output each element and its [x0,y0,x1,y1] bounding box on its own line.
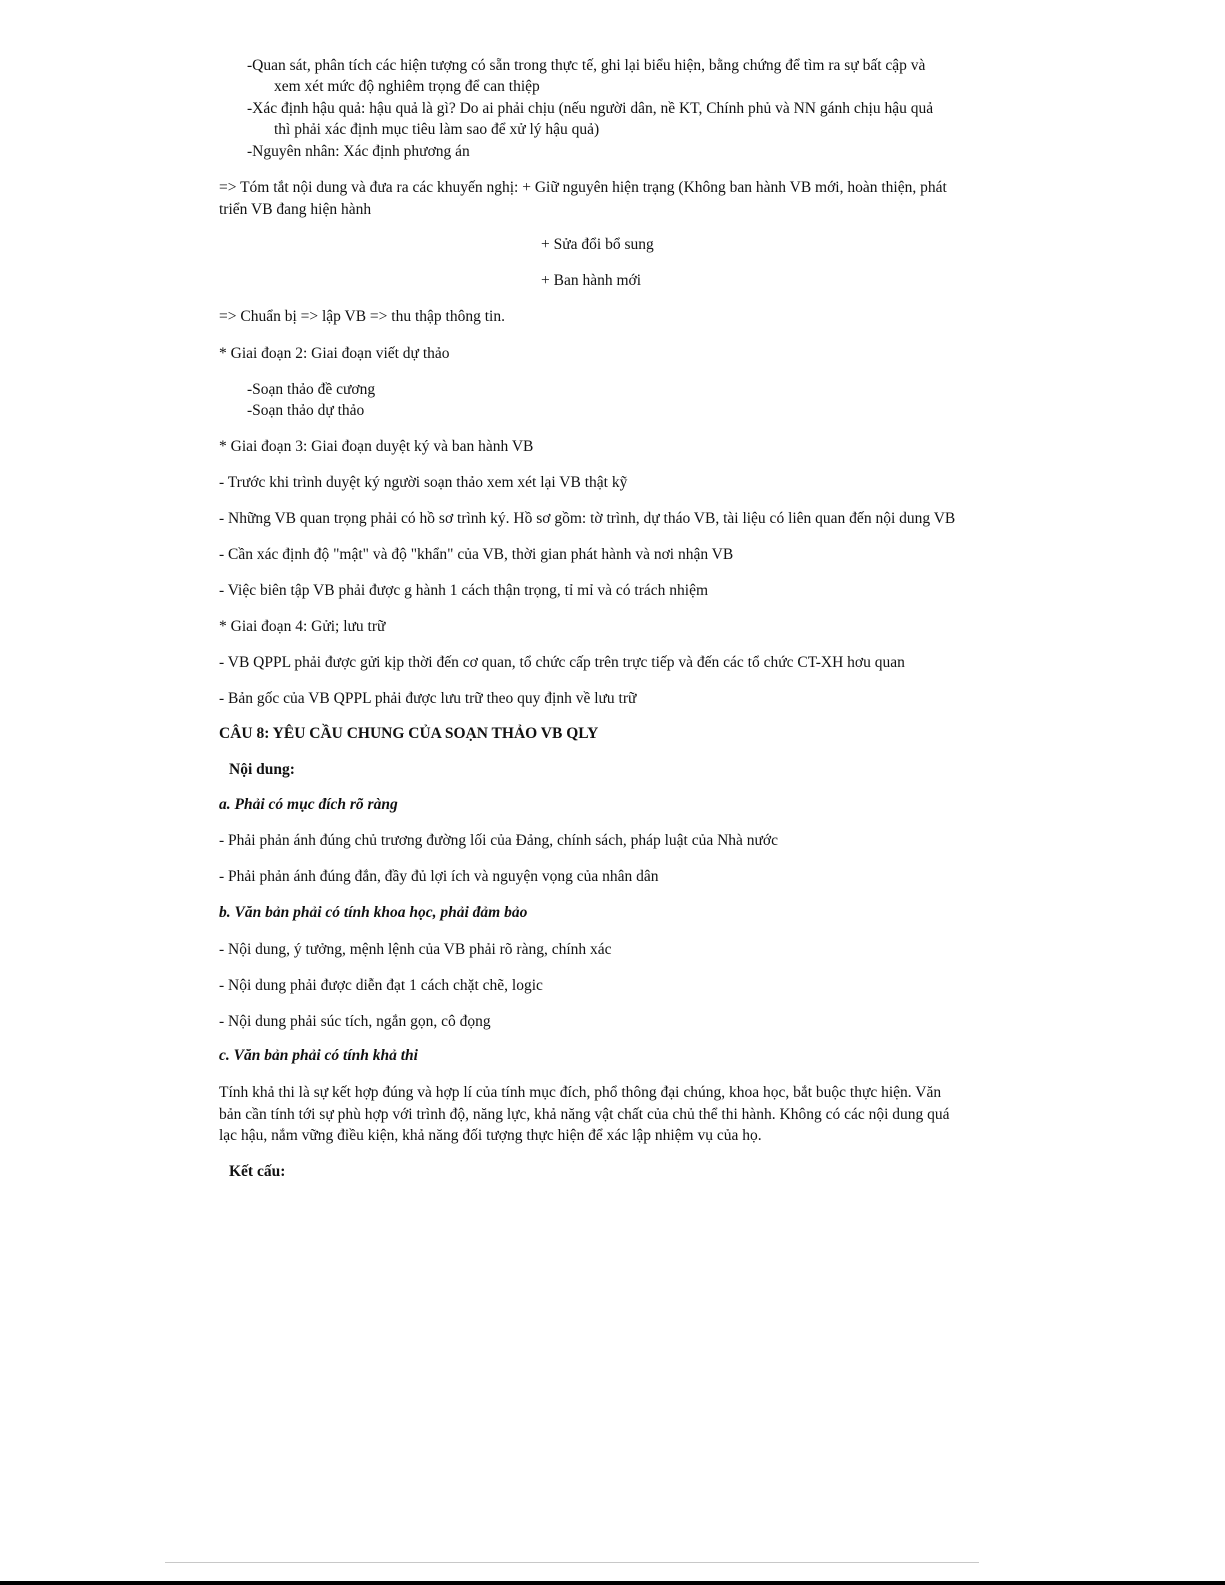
text-line: -Xác định hậu quả: hậu quả là gì? Do ai phải chịu (nếu người dân, nề KT, Chính phủ và NN gánh chịu hậu quả [247,100,934,117]
text-line: - Trước khi trình duyệt ký người soạn thảo xem xét lại VB thật kỹ [219,474,628,491]
section-heading: CÂU 8: YÊU CẦU CHUNG CỦA SOẠN THẢO VB QLY [219,725,599,742]
text-line: -Soạn thảo dự thảo [247,402,365,419]
text-line: * Giai đoạn 2: Giai đoạn viết dự thảo [219,345,450,362]
sub-heading: c. Văn bản phải có tính khả thi [219,1047,418,1064]
text-line: -Nguyên nhân: Xác định phương án [247,143,470,160]
page-bottom-border [0,1581,1225,1585]
text-line: lạc hậu, nắm vững điều kiện, khả năng đối tượng thực hiện để xác lập nhiệm vụ của họ. [219,1127,762,1144]
text-line: thì phải xác định mục tiêu làm sao để xử lý hậu quả) [274,121,600,138]
text-line: -Quan sát, phân tích các hiện tượng có sẵn trong thực tế, ghi lại biểu hiện, bằng chứng để tìm ra sự bất cập và [247,57,926,74]
text-line: - Nội dung, ý tưởng, mệnh lệnh của VB phải rõ ràng, chính xác [219,941,612,958]
text-line: - Nội dung phải súc tích, ngắn gọn, cô đọng [219,1013,491,1030]
text-line: - Bản gốc của VB QPPL phải được lưu trữ theo quy định về lưu trữ [219,690,637,707]
text-line: xem xét mức độ nghiêm trọng để can thiệp [274,78,540,95]
text-line: + Sửa đổi bổ sung [541,236,654,253]
text-line: - Cần xác định độ "mật" và độ "khẩn" của VB, thời gian phát hành và nơi nhận VB [219,546,734,563]
text-line: - Việc biên tập VB phải được g hành 1 cách thận trọng, tỉ mỉ và có trách nhiệm [219,582,708,599]
text-line: - Nội dung phải được diễn đạt 1 cách chặt chẽ, logic [219,977,543,994]
text-line: - Phải phản ánh đúng chủ trương đường lối của Đảng, chính sách, pháp luật của Nhà nước [219,832,778,849]
text-line: - VB QPPL phải được gửi kịp thời đến cơ quan, tổ chức cấp trên trực tiếp và đến các tổ chức CT-XH hơu quan [219,654,905,671]
sub-heading: a. Phải có mục đích rõ ràng [219,796,398,813]
sub-heading: Nội dung: [229,761,295,778]
text-line: - Phải phản ánh đúng đắn, đầy đủ lợi ích và nguyện vọng của nhân dân [219,868,659,885]
text-line: - Những VB quan trọng phải có hồ sơ trình ký. Hồ sơ gồm: tờ trình, dự tháo VB, tài liệu có liên quan đến nội dung VB [219,510,956,527]
sub-heading: b. Văn bản phải có tính khoa học, phải đảm bảo [219,904,528,921]
text-line: -Soạn thảo đề cương [247,381,376,398]
page-divider [165,1562,979,1563]
text-line: * Giai đoạn 4: Gửi; lưu trữ [219,618,386,635]
text-line: bản cần tính tới sự phù hợp với trình độ, năng lực, khả năng vật chất của chủ thể thi hành. Không có các nội dung quá [219,1106,950,1123]
text-line: + Ban hành mới [541,272,642,289]
text-line: Tính khả thi là sự kết hợp đúng và hợp lí của tính mục đích, phổ thông đại chúng, khoa học, bắt buộc thực hiện. Văn [219,1084,942,1101]
text-line: => Chuẩn bị => lập VB => thu thập thông tin. [219,308,505,325]
text-line: triển VB đang hiện hành [219,201,372,218]
sub-heading: Kết cấu: [229,1163,286,1180]
text-line: => Tóm tắt nội dung và đưa ra các khuyến nghị: + Giữ nguyên hiện trạng (Không ban hành VB mới, hoàn thiện, phát [219,179,947,196]
text-line: * Giai đoạn 3: Giai đoạn duyệt ký và ban hành VB [219,438,534,455]
